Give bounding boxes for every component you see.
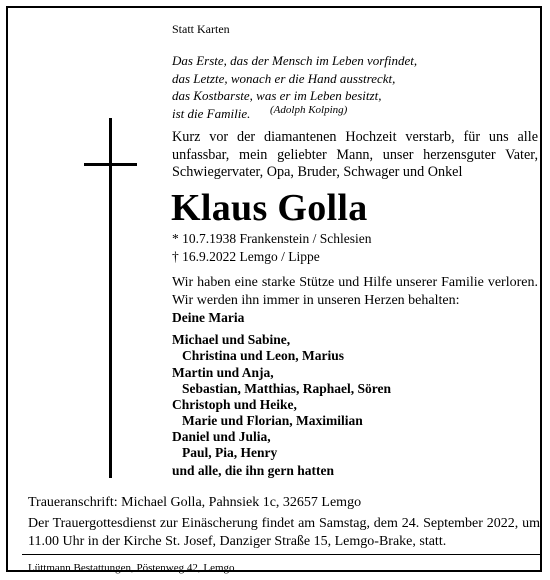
mourner-main: Martin und Anja, <box>172 365 274 380</box>
quote-author: (Adolph Kolping) <box>270 104 348 116</box>
life-dates <box>172 230 371 265</box>
mourner-sub: Paul, Pia, Henry <box>182 445 278 460</box>
mourner-main: Michael und Sabine, <box>172 332 291 347</box>
mourner-sub: Sebastian, Matthias, Raphael, Sören <box>182 381 392 396</box>
mourner-entry <box>172 397 363 429</box>
cross-icon-bar <box>84 163 137 166</box>
mourner-sub: Marie und Florian, Maximilian <box>182 413 363 428</box>
birth-date: * 10.7.1938 Frankenstein / Schlesien <box>172 231 372 246</box>
service-info: Der Trauergottesdienst zur Einäscherung findet am Samstag, dem 24. September 2022, um 11.00 Uhr in der Kirche St. Josef, Danziger Straße 15, Lemgo-Brake, statt. <box>28 516 540 549</box>
mourner-entry <box>172 429 277 461</box>
quote-line: das Kostbarste, was er im Leben besitzt, <box>172 88 382 103</box>
message-text: Wir haben eine starke Stütze und Hilfe unserer Familie verloren. Wir werden ihn immer in unseren Herzen behalten: <box>172 275 538 308</box>
death-date: † 16.9.2022 Lemgo / Lippe <box>172 248 320 264</box>
intro-text: Kurz vor der diamantenen Hochzeit verstarb, für uns alle unfassbar, mein geliebter Mann, unser herzensguter Vater, Schwiegervater, Opa, Bruder, Schwager und Onkel <box>172 129 538 180</box>
mourner-main: Daniel und Julia, <box>172 429 271 444</box>
quote-line: Das Erste, das der Mensch im Leben vorfindet, <box>172 53 418 68</box>
mourner-main: Christoph und Heike, <box>172 397 297 412</box>
mourner-main: Deine Maria <box>172 310 245 325</box>
quote-line: ist die Familie. <box>172 105 251 121</box>
mourner-entry <box>172 310 244 326</box>
mourner-entry <box>172 365 391 397</box>
notice-frame <box>6 6 542 572</box>
mourning-address: Traueranschrift: Michael Golla, Pahnsiek 1c, 32657 Lemgo <box>28 495 362 510</box>
divider <box>22 554 542 555</box>
deceased-name: Klaus Golla <box>171 187 368 229</box>
mourner-entry <box>172 463 334 479</box>
mourner-sub: Christina und Leon, Marius <box>182 348 345 363</box>
mourner-entry <box>172 332 344 364</box>
mourner-main: und alle, die ihn gern hatten <box>172 463 335 478</box>
quote-line: das Letzte, wonach er die Hand ausstreckt, <box>172 70 396 86</box>
cross-icon <box>109 118 112 478</box>
header-statt-karten: Statt Karten <box>172 22 230 36</box>
undertaker: Lüttmann Bestattungen, Pöstenweg 42, Lemgo <box>28 562 235 574</box>
